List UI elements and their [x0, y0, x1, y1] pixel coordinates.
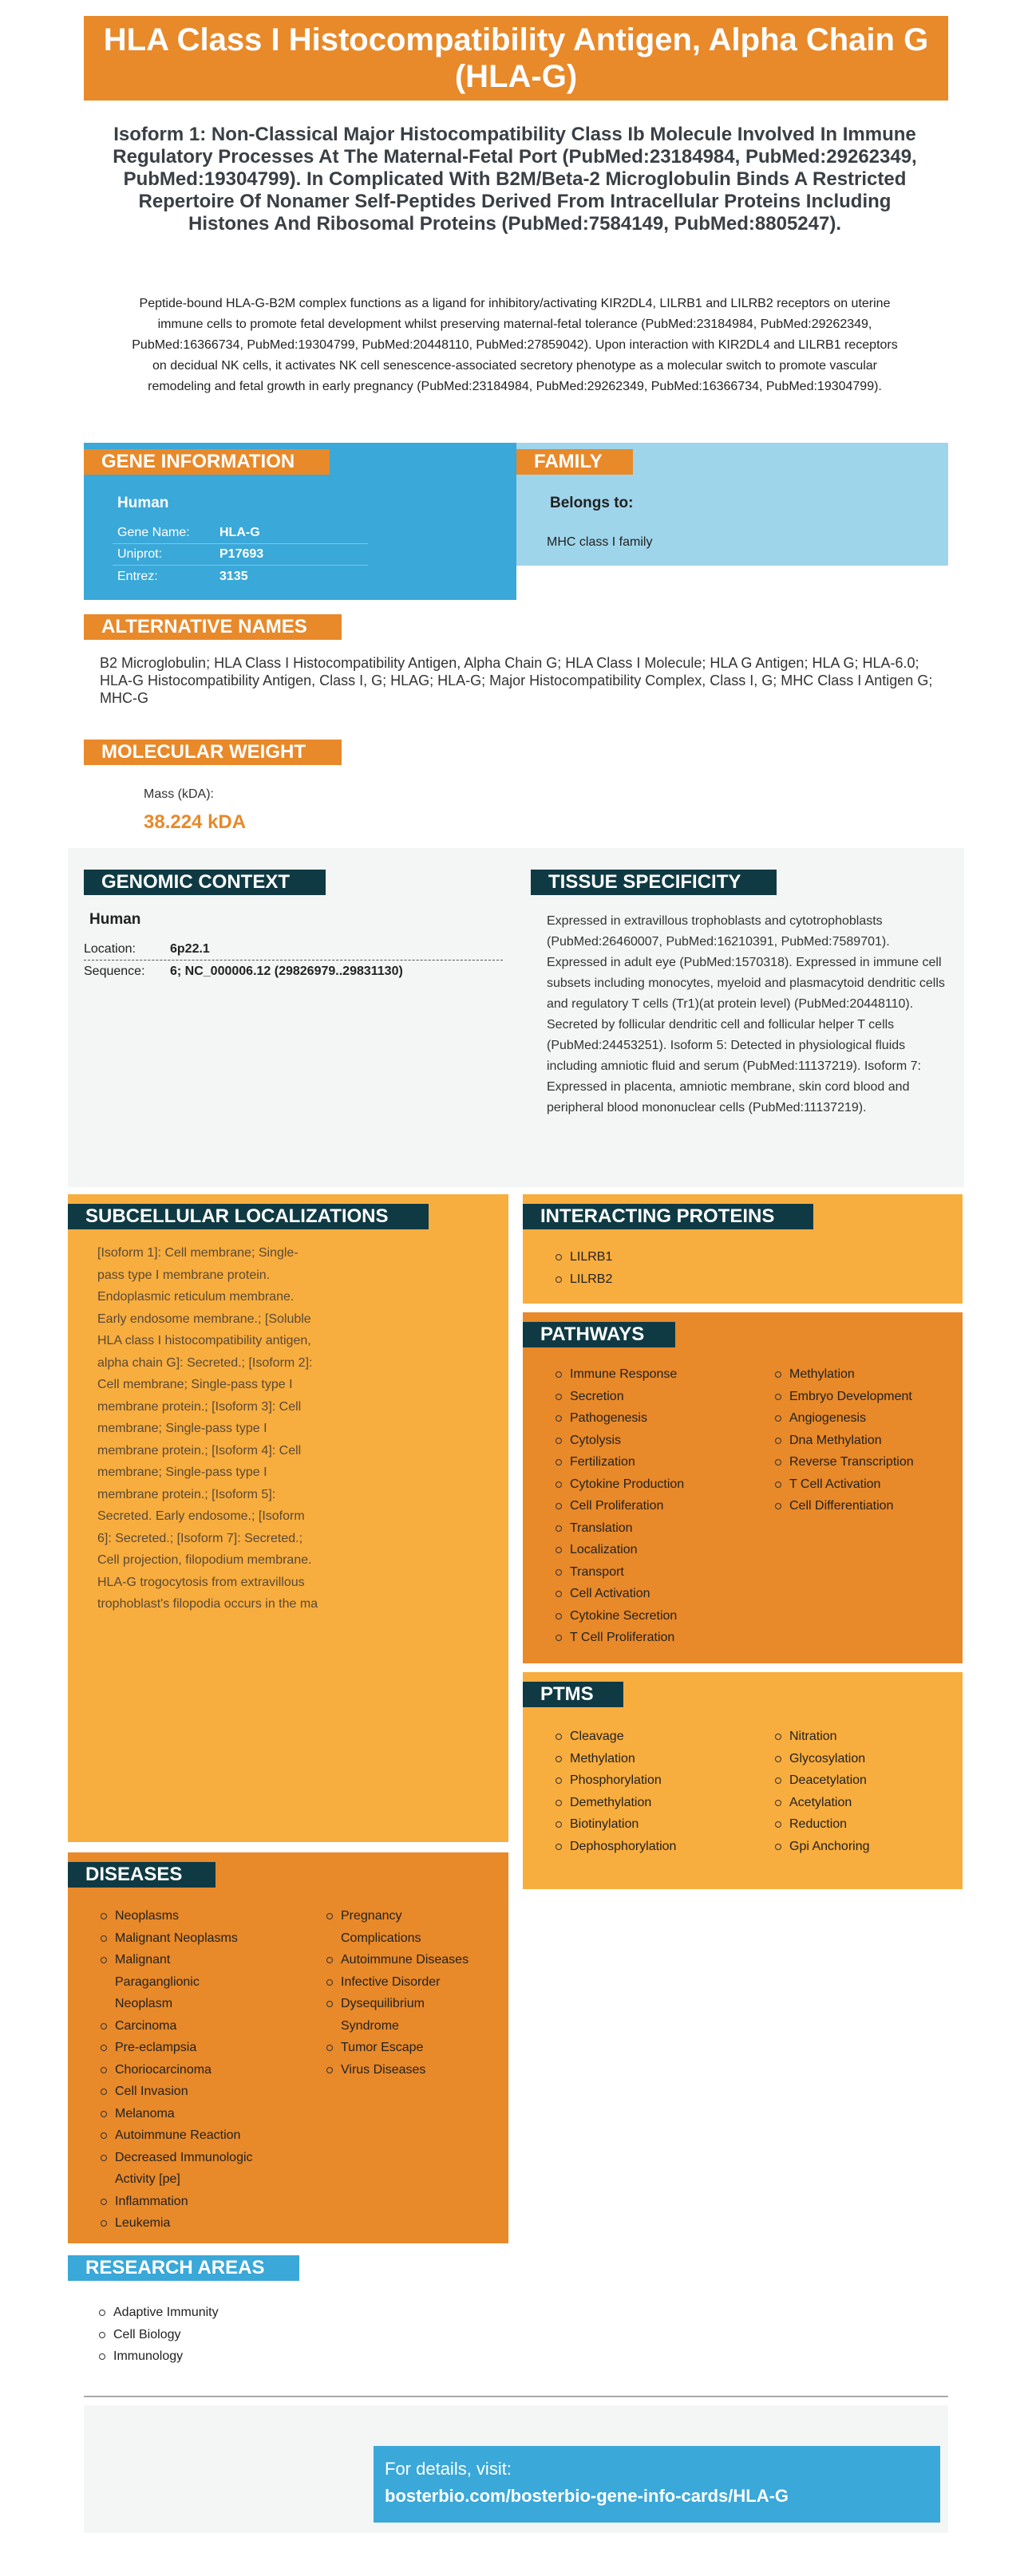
list-item: Dysequilibrium Syndrome — [323, 1993, 443, 2037]
list-item: Methylation — [772, 1363, 914, 1386]
list-item: Leukemia — [97, 2212, 297, 2235]
uniprot-label: Uniprot: — [117, 547, 163, 561]
list-item: Malignant Neoplasms — [97, 1927, 297, 1950]
list-item: LILRB1 — [552, 1246, 612, 1268]
pathways-list-col2 — [772, 1363, 914, 1517]
list-item: Dephosphorylation — [552, 1836, 676, 1858]
list-item: Cell Invasion — [97, 2081, 297, 2103]
list-item: Reduction — [772, 1813, 870, 1836]
list-item: Demethylation — [552, 1792, 676, 1814]
list-item: Autoimmune Diseases — [323, 1949, 499, 1971]
list-item: T Cell Proliferation — [552, 1627, 684, 1649]
diseases-list-col1 — [97, 1905, 297, 2235]
list-item: Reverse Transcription — [772, 1451, 914, 1473]
list-item: Decreased Immunologic Activity [pe] — [97, 2147, 281, 2191]
page-subtitle: Isoform 1: Non-Classical Major Histocompatibility Class Ib Molecule Involved In Immune Regulatory Processes At The Maternal-Fetal Port (PubMed:23184984, PubMed:29262349, PubMed:19304799). In Complicated With B2M/Beta-2 Microglobulin Binds A Restricted Repertoire Of Nonamer Self-Peptides Derived From Intracellular Proteins Including Histones And Ribosomal Proteins (PubMed:7584149, PubMed:8805247). — [113, 124, 917, 235]
gene-info-table — [113, 523, 368, 587]
location-label: Location: — [84, 941, 136, 956]
tissue-specificity-section — [531, 870, 946, 1118]
list-item: Phosphorylation — [552, 1769, 676, 1792]
list-item: Transport — [552, 1561, 684, 1584]
summary-text: Peptide-bound HLA-G-B2M complex functions as a ligand for inhibitory/activating KIR2DL4, LILRB1 and LILRB2 receptors on uterine immune cells to promote fetal development whilst preserving maternal-fetal tolerance (PubMed:23184984, PubMed:29262349, PubMed:16366734, PubMed:19304799, PubMed:20448110, PubMed:27859042). Upon interaction with KIR2DL4 and LILRB1 receptors on decidual NK cells, it activates NK cell senescence-associated secretory phenotype as a molecular switch to promote vascular remodeling and fetal growth in early pregnancy (PubMed:23184984, PubMed:29262349, PubMed:16366734, PubMed:19304799). — [132, 297, 898, 393]
pathways-list-col1 — [552, 1363, 684, 1649]
research-areas-list — [96, 2302, 964, 2368]
list-item: Cleavage — [552, 1726, 676, 1748]
mass-label: Mass (kDA): — [144, 787, 214, 801]
sequence-value: 6; NC_000006.12 (29826979..29831130) — [170, 965, 403, 978]
list-item: Deacetylation — [772, 1769, 870, 1792]
subcellular-localizations-text: [Isoform 1]: Cell membrane; Single-pass type I membrane protein. Endoplasmic reticulum membrane. Early endosome membrane.; [Soluble HLA class I histocompatibility antigen, alpha chain G]: Secreted.; [Isoform 2]: Cell membrane; Single-pass type I membrane protein.; [Isoform 3]: Cell membrane; Single-pass type I membrane protein.; [Isoform 4]: Cell membrane; Single-pass type I membrane protein.; [Isoform 5]: Secreted. Early endosome.; [Isoform 6]: Secreted.; [Isoform 7]: Secreted.; Cell projection, filopodium membrane. HLA-G trogocytosis from extravillous trophoblast's filopodia occurs in the ma — [97, 1246, 318, 1611]
list-item: Inflammation — [97, 2191, 297, 2213]
family-belongs-label: Belongs to: — [550, 495, 634, 511]
alternative-names-heading: ALTERNATIVE NAMES — [84, 614, 342, 640]
list-item: Infective Disorder — [323, 1971, 499, 1994]
details-url-link[interactable]: bosterbio.com/bosterbio-gene-info-cards/HLA-G — [385, 2486, 789, 2506]
tissue-specificity-text: Expressed in extravillous trophoblasts and cytotrophoblasts (PubMed:26460007, PubMed:16210391, PubMed:7589701). Expressed in adult eye (PubMed:1570318). Expressed in immune cell subsets including monocytes, myeloid and plasmacytoid dendritic cells and regulatory T cells (Tr1)(at protein level) (PubMed:20448110). Secreted by follicular dendritic cell and follicular helper T cells (PubMed:24453251). Isoform 5: Detected in physiological fluids including amniotic fluid and serum (PubMed:11137219). Isoform 7: Expressed in placenta, amniotic membrane, skin cord blood and peripheral blood mononuclear cells (PubMed:11137219). — [547, 914, 945, 1114]
list-item: Pathogenesis — [552, 1407, 684, 1430]
ptms-heading: PTMS — [523, 1682, 623, 1707]
gene-info-row — [113, 523, 368, 544]
gene-name-value: HLA-G — [219, 526, 260, 539]
list-item: Translation — [552, 1517, 684, 1540]
list-item: Tumor Escape — [323, 2037, 499, 2059]
gene-species: Human — [117, 495, 169, 511]
gene-info-row — [113, 544, 368, 566]
gene-name-label: Gene Name: — [117, 526, 190, 539]
family-heading: FAMILY — [516, 449, 633, 475]
page-title: HLA Class I Histocompatibility Antigen, Alpha Chain G (HLA-G) — [84, 16, 948, 101]
list-item: Cell Differentiation — [772, 1495, 914, 1517]
list-item: Localization — [552, 1539, 684, 1561]
ptms-list-col2 — [772, 1726, 870, 1857]
pathways-heading: PATHWAYS — [523, 1322, 675, 1347]
genomic-context-heading: GENOMIC CONTEXT — [84, 870, 326, 895]
family-panel — [516, 443, 948, 566]
details-label: For details, visit: — [385, 2459, 512, 2479]
pathways-panel — [523, 1312, 963, 1663]
diseases-list-col2 — [323, 1905, 499, 2081]
genomic-table — [84, 938, 503, 983]
genomic-tissue-panel — [68, 848, 964, 1187]
list-item: Immunology — [96, 2345, 964, 2368]
gene-information-panel — [84, 443, 516, 600]
gene-info-row — [113, 566, 368, 587]
diseases-heading: DISEASES — [68, 1862, 215, 1888]
list-item: Nitration — [772, 1726, 870, 1748]
list-item: Cell Activation — [552, 1583, 684, 1605]
entrez-value: 3135 — [219, 569, 248, 583]
list-item: Adaptive Immunity — [96, 2302, 964, 2324]
list-item: Cell Proliferation — [552, 1495, 684, 1517]
subcellular-localizations-panel — [68, 1194, 508, 1842]
list-item: Carcinoma — [97, 2015, 297, 2038]
list-item: Pregnancy Complications — [323, 1905, 443, 1949]
list-item: Secretion — [552, 1386, 684, 1408]
list-item: Glycosylation — [772, 1748, 870, 1770]
sequence-label: Sequence: — [84, 965, 145, 978]
list-item: Melanoma — [97, 2103, 297, 2125]
list-item: Autoimmune Reaction — [97, 2124, 297, 2147]
list-item: Choriocarcinoma — [97, 2059, 297, 2081]
list-item: Cytolysis — [552, 1430, 684, 1452]
location-value: 6p22.1 — [170, 941, 210, 956]
location-row — [84, 938, 503, 961]
list-item: Embryo Development — [772, 1386, 914, 1408]
list-item: Cell Biology — [96, 2324, 964, 2346]
ptms-list-col1 — [552, 1726, 676, 1857]
list-item: LILRB2 — [552, 1268, 612, 1291]
footer-divider — [84, 2396, 948, 2397]
list-item: Cytokine Secretion — [552, 1605, 684, 1627]
uniprot-value: P17693 — [219, 547, 264, 561]
gene-information-heading: GENE INFORMATION — [84, 449, 330, 475]
details-link-box[interactable] — [374, 2446, 940, 2523]
subcellular-localizations-heading: SUBCELLULAR LOCALIZATIONS — [68, 1204, 429, 1229]
diseases-panel — [68, 1852, 508, 2243]
family-value: MHC class I family — [547, 535, 653, 549]
list-item: Methylation — [552, 1748, 676, 1770]
molecular-weight-section — [84, 740, 948, 833]
list-item: Cytokine Production — [552, 1473, 684, 1496]
list-item: Biotinylation — [552, 1813, 676, 1836]
list-item: Immune Response — [552, 1363, 684, 1386]
interacting-proteins-panel — [523, 1194, 963, 1304]
list-item: Gpi Anchoring — [772, 1836, 870, 1858]
list-item: Pre-eclampsia — [97, 2037, 297, 2059]
research-areas-section — [68, 2255, 964, 2368]
research-areas-heading: RESEARCH AREAS — [68, 2255, 299, 2281]
genomic-context-section — [84, 870, 499, 983]
list-item: Angiogenesis — [772, 1407, 914, 1430]
list-item: Fertilization — [552, 1451, 684, 1473]
list-item: Malignant Paraganglionic Neoplasm — [97, 1949, 249, 2015]
list-item: Neoplasms — [97, 1905, 297, 1927]
list-item: Acetylation — [772, 1792, 870, 1814]
list-item: T Cell Activation — [772, 1473, 914, 1496]
molecular-weight-heading: MOLECULAR WEIGHT — [84, 740, 342, 765]
list-item: Dna Methylation — [772, 1430, 914, 1452]
alternative-names-section — [84, 614, 948, 707]
mass-value: 38.224 kDA — [144, 811, 247, 833]
ptms-panel — [523, 1672, 963, 1889]
entrez-label: Entrez: — [117, 569, 158, 583]
interacting-proteins-list — [552, 1246, 612, 1290]
list-item: Virus Diseases — [323, 2059, 499, 2081]
sequence-row — [84, 961, 503, 983]
interacting-proteins-heading: INTERACTING PROTEINS — [523, 1204, 813, 1229]
alternative-names-text: B2 Microglobulin; HLA Class I Histocompatibility Antigen, Alpha Chain G; HLA Class I Molecule; HLA G Antigen; HLA G; HLA-6.0; HLA-G Histocompatibility Antigen, Class I, G; HLAG; HLA-G; Major Histocompatibility Complex, Class I, G; MHC Class I Antigen G; MHC-G — [100, 655, 933, 706]
tissue-specificity-heading: TISSUE SPECIFICITY — [531, 870, 777, 895]
genomic-species: Human — [89, 911, 141, 928]
